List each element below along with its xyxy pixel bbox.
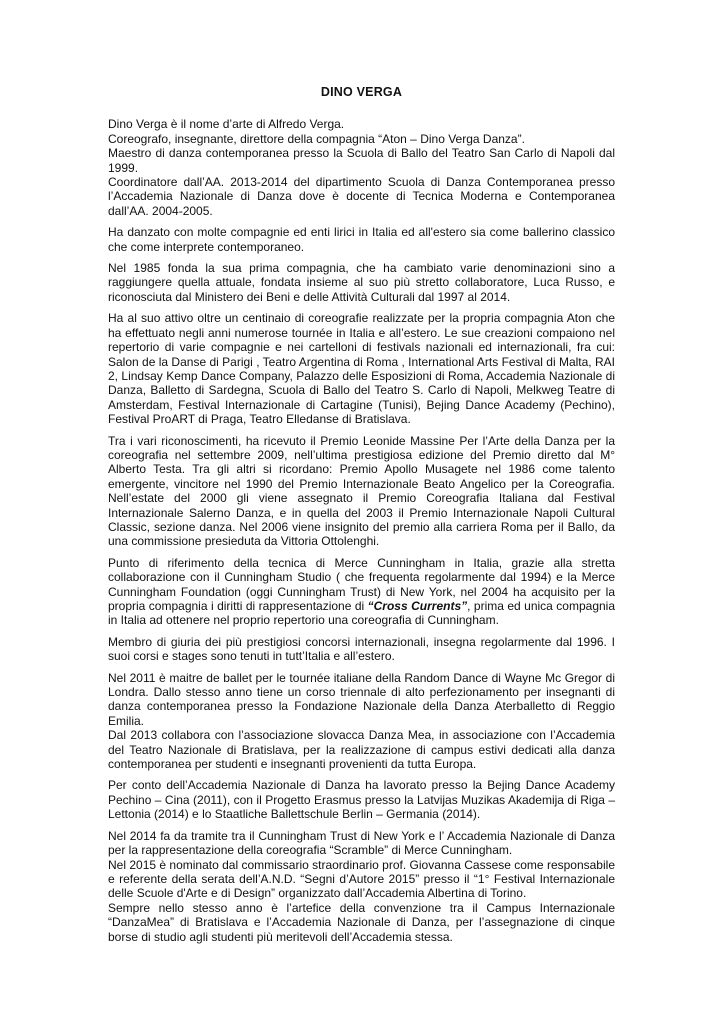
paragraph-danza-mea: Dal 2013 collabora con l’associazione slovacca Danza Mea, in associazione con l’Accademia del Teatro Nazionale di Bratislava, per la realizzazione di campus estivi dedicati alla danza contemporanea per studenti e insegnanti provenienti da tutta Europa. (108, 728, 615, 772)
paragraph-gap (108, 549, 615, 556)
paragraph-dance-career: Ha danzato con molte compagnie ed enti lirici in Italia ed all'estero sia come ballerino classico che come interprete contemporaneo. (108, 225, 615, 254)
paragraph-stage-name: Dino Verga è il nome d’arte di Alfredo Verga. (108, 117, 345, 132)
paragraph-company-founding: Nel 1985 fonda la sua prima compagnia, che ha cambiato varie denominazioni sino a raggiungere quella attuale, fondata insieme al suo più stretto collaboratore, Luca Russo, e riconosciuta dal Ministero dei Beni e delle Attività Culturali dal 1997 al 2014. (108, 261, 615, 304)
cross-currents-title: “Cross Currents” (367, 599, 468, 613)
paragraph-gap (108, 628, 615, 635)
paragraph-cunningham-text-1: Punto di riferimento della tecnica di Merce Cunningham in Italia, grazie alla stretta collaborazione con il Cunningham Studio ( che frequenta regolarmente dal 1994) e la Merce Cunningham Foundation (oggi Cunningham Trust) di New York, nel 2004 ha acquisito per la propria compagnia i diritti di rappresentazione di (108, 555, 615, 613)
paragraph-choreographies: Ha al suo attivo oltre un centinaio di coreografie realizzate per la propria compagnia Aton che ha effettuato negli anni numerose tournée in Italia e all’estero. Le sue creazioni compaiono nel repertorio di varie compagnie e nei cartelloni di festivals nazionali ed internazionali, fra cui: Salon de la Danse di Parigi , Teatro Argentina di Roma , International Arts Festival di Malta, RAI 2, Lindsay Kemp Dance Company, Palazzo delle Esposizioni di Roma, Accademia Nazionale di Danza, Balletto di Sardegna, Scuola di Ballo del Teatro S. Carlo di Napoli, Melkweg Teatre di Amsterdam, Festival Internazionale di Cartagine (Tunisi), Bejing Dance Academy (Pechino), Festival ProART di Praga, Teatro Elledanse di Bratislava. (108, 311, 615, 427)
paragraph-academy-work: Per conto dell’Accademia Nazionale di Danza ha lavorato presso la Bejing Dance Academy Pechino – Cina (2011), con il Progetto Erasmus presso la Latvijas Muzikas Akademija di Riga – Lettonia (2014) e lo Staatliche Ballettschule Berlin – Germania (2014). (108, 778, 615, 822)
paragraph-gap (108, 304, 615, 311)
paragraph-teaching-san-carlo: Maestro di danza contemporanea presso la Scuola di Ballo del Teatro San Carlo di Napoli dal 1999. (108, 146, 615, 175)
page-title: DINO VERGA (320, 85, 403, 99)
paragraph-gap (108, 254, 615, 261)
paragraph-random-dance: Nel 2011 è maitre de ballet per le tournée italiane della Random Dance di Wayne Mc Gregor di Londra. Dallo stesso anno tiene un corso triennale di alto perfezionamento per insegnanti di danza contemporanea presso la Fondazione Nazionale della Danza Aterballetto di Reggio Emilia. (108, 670, 615, 728)
paragraph-gap (108, 771, 615, 778)
paragraph-convention: Sempre nello stesso anno è l’artefice della convenzione tra il Campus Internazionale “DanzaMea” di Bratislava e l’Accademia Nazionale di Danza, per l’assegnazione di cinque borse di studio agli studenti più meritevoli dell’Accademia stessa. (108, 900, 615, 944)
paragraph-cunningham-text-2: , prima ed unica compagnia in Italia ad ottenere nel proprio repertorio una coreografia di Cunningham. (108, 599, 616, 628)
paragraph-jury: Membro di giuria dei più prestigiosi concorsi internazionali, insegna regolarmente dal 1996. I suoi corsi e stages sono tenuti in tutt’Italia e all’estero. (108, 634, 615, 664)
paragraph-gap (108, 664, 615, 671)
document-page (108, 85, 615, 944)
paragraph-scramble: Nel 2014 fa da tramite tra il Cunningham Trust di New York e l’ Accademia Nazionale di Danza per la rappresentazione della coreografia “Scramble” di Merce Cunningham. (108, 828, 615, 858)
paragraph-awards: Tra i vari riconoscimenti, ha ricevuto il Premio Leonide Massine Per l’Arte della Danza per la coreografia nel settembre 2009, nell’ultima prestigiosa edizione del Premio diretto dal M° Alberto Testa. Tra gli altri si ricordano: Premio Apollo Musagete nel 1986 come talento emergente, vincitore nel 1990 del Premio Internazionale Beato Angelico per la Coreografia. Nell’estate del 2000 gli viene assegnato il Premio Coreografia Italiana dal Festival Internazionale Salerno Danza, e in quella del 2003 il Premio Internazionale Napoli Cultural Classic, sezione danza. Nel 2006 viene insignito del premio alla carriera Roma per il Ballo, da una commissione presieduta da Vittoria Ottolenghi. (108, 433, 615, 549)
paragraph-segni-autore: Nel 2015 è nominato dal commissario straordinario prof. Giovanna Cassese come responsabile e referente della serata dell’A.N.D. “Segni d’Autore 2015” presso il “1° Festival Internazionale delle Scuole d'Arte e di Design” organizzato dall’Accademia Albertina di Torino. (108, 857, 615, 901)
paragraph-cunningham (108, 556, 615, 628)
paragraph-gap (108, 218, 615, 225)
paragraph-gap (108, 822, 615, 829)
paragraph-roles: Coreografo, insegnante, direttore della compagnia “Aton – Dino Verga Danza”. (108, 131, 525, 146)
paragraph-coordinator: Coordinatore dall’AA. 2013-2014 del dipartimento Scuola di Danza Contemporanea presso l’Accademia Nazionale di Danza dove è docente di Tecnica Moderna e Contemporanea dall’AA. 2004-2005. (108, 175, 615, 218)
paragraph-gap (108, 427, 615, 434)
